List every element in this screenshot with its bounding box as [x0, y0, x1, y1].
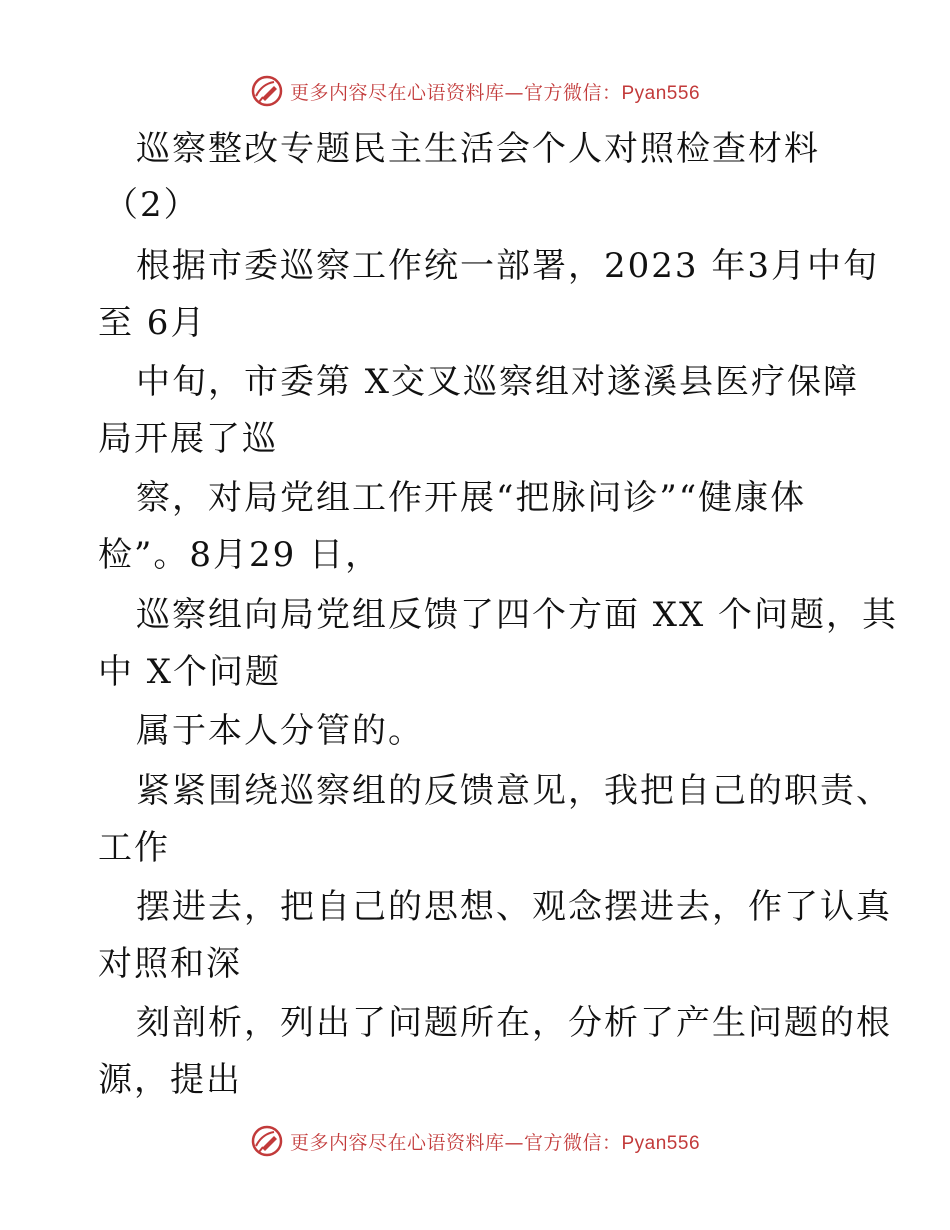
paragraph-line: 属于本人分管的。	[136, 711, 424, 751]
paragraph-line: 对照和深	[98, 944, 242, 984]
paragraph-line: 摆进去，把自己的思想、观念摆进去，作了认真	[136, 887, 892, 927]
watermark-text	[290, 1128, 700, 1155]
paragraph-line: 中旬，市委第 X交叉巡察组对遂溪县医疗保障	[136, 362, 860, 402]
pen-circle-logo-icon	[250, 1124, 284, 1158]
paragraph-line: 巡察组向局党组反馈了四个方面 XX 个问题，其	[136, 595, 899, 635]
paragraph-line: 至 6月	[98, 303, 207, 343]
footer-watermark	[0, 1121, 950, 1161]
watermark-text-cn: 更多内容尽在心语资料库—官方微信：	[289, 81, 622, 104]
paragraph-line: 根据市委巡察工作统一部署，2023 年3月中旬	[136, 246, 879, 286]
watermark-wechat-id: Pyan556	[621, 82, 701, 104]
paragraph-line: 刻剖析，列出了问题所在，分析了产生问题的根	[136, 1003, 892, 1043]
paragraph-line: 源，提出	[98, 1060, 242, 1100]
watermark-wechat-id: Pyan556	[621, 1132, 701, 1154]
paragraph-line: 局开展了巡	[98, 419, 278, 459]
paragraph-line: 察，对局党组工作开展“把脉问诊”“健康体	[136, 478, 807, 518]
watermark-text-cn: 更多内容尽在心语资料库—官方微信：	[289, 1131, 622, 1154]
document-title: 巡察整改专题民主生活会个人对照检查材料	[136, 129, 820, 169]
paragraph-line: 紧紧围绕巡察组的反馈意见，我把自己的职责、	[136, 771, 892, 811]
paragraph-line: 工作	[98, 828, 170, 868]
paragraph-line: 检”。8月29 日，	[98, 535, 382, 575]
paragraph-line: 中 X个问题	[98, 652, 282, 692]
document-title-suffix: （2）	[104, 185, 200, 225]
